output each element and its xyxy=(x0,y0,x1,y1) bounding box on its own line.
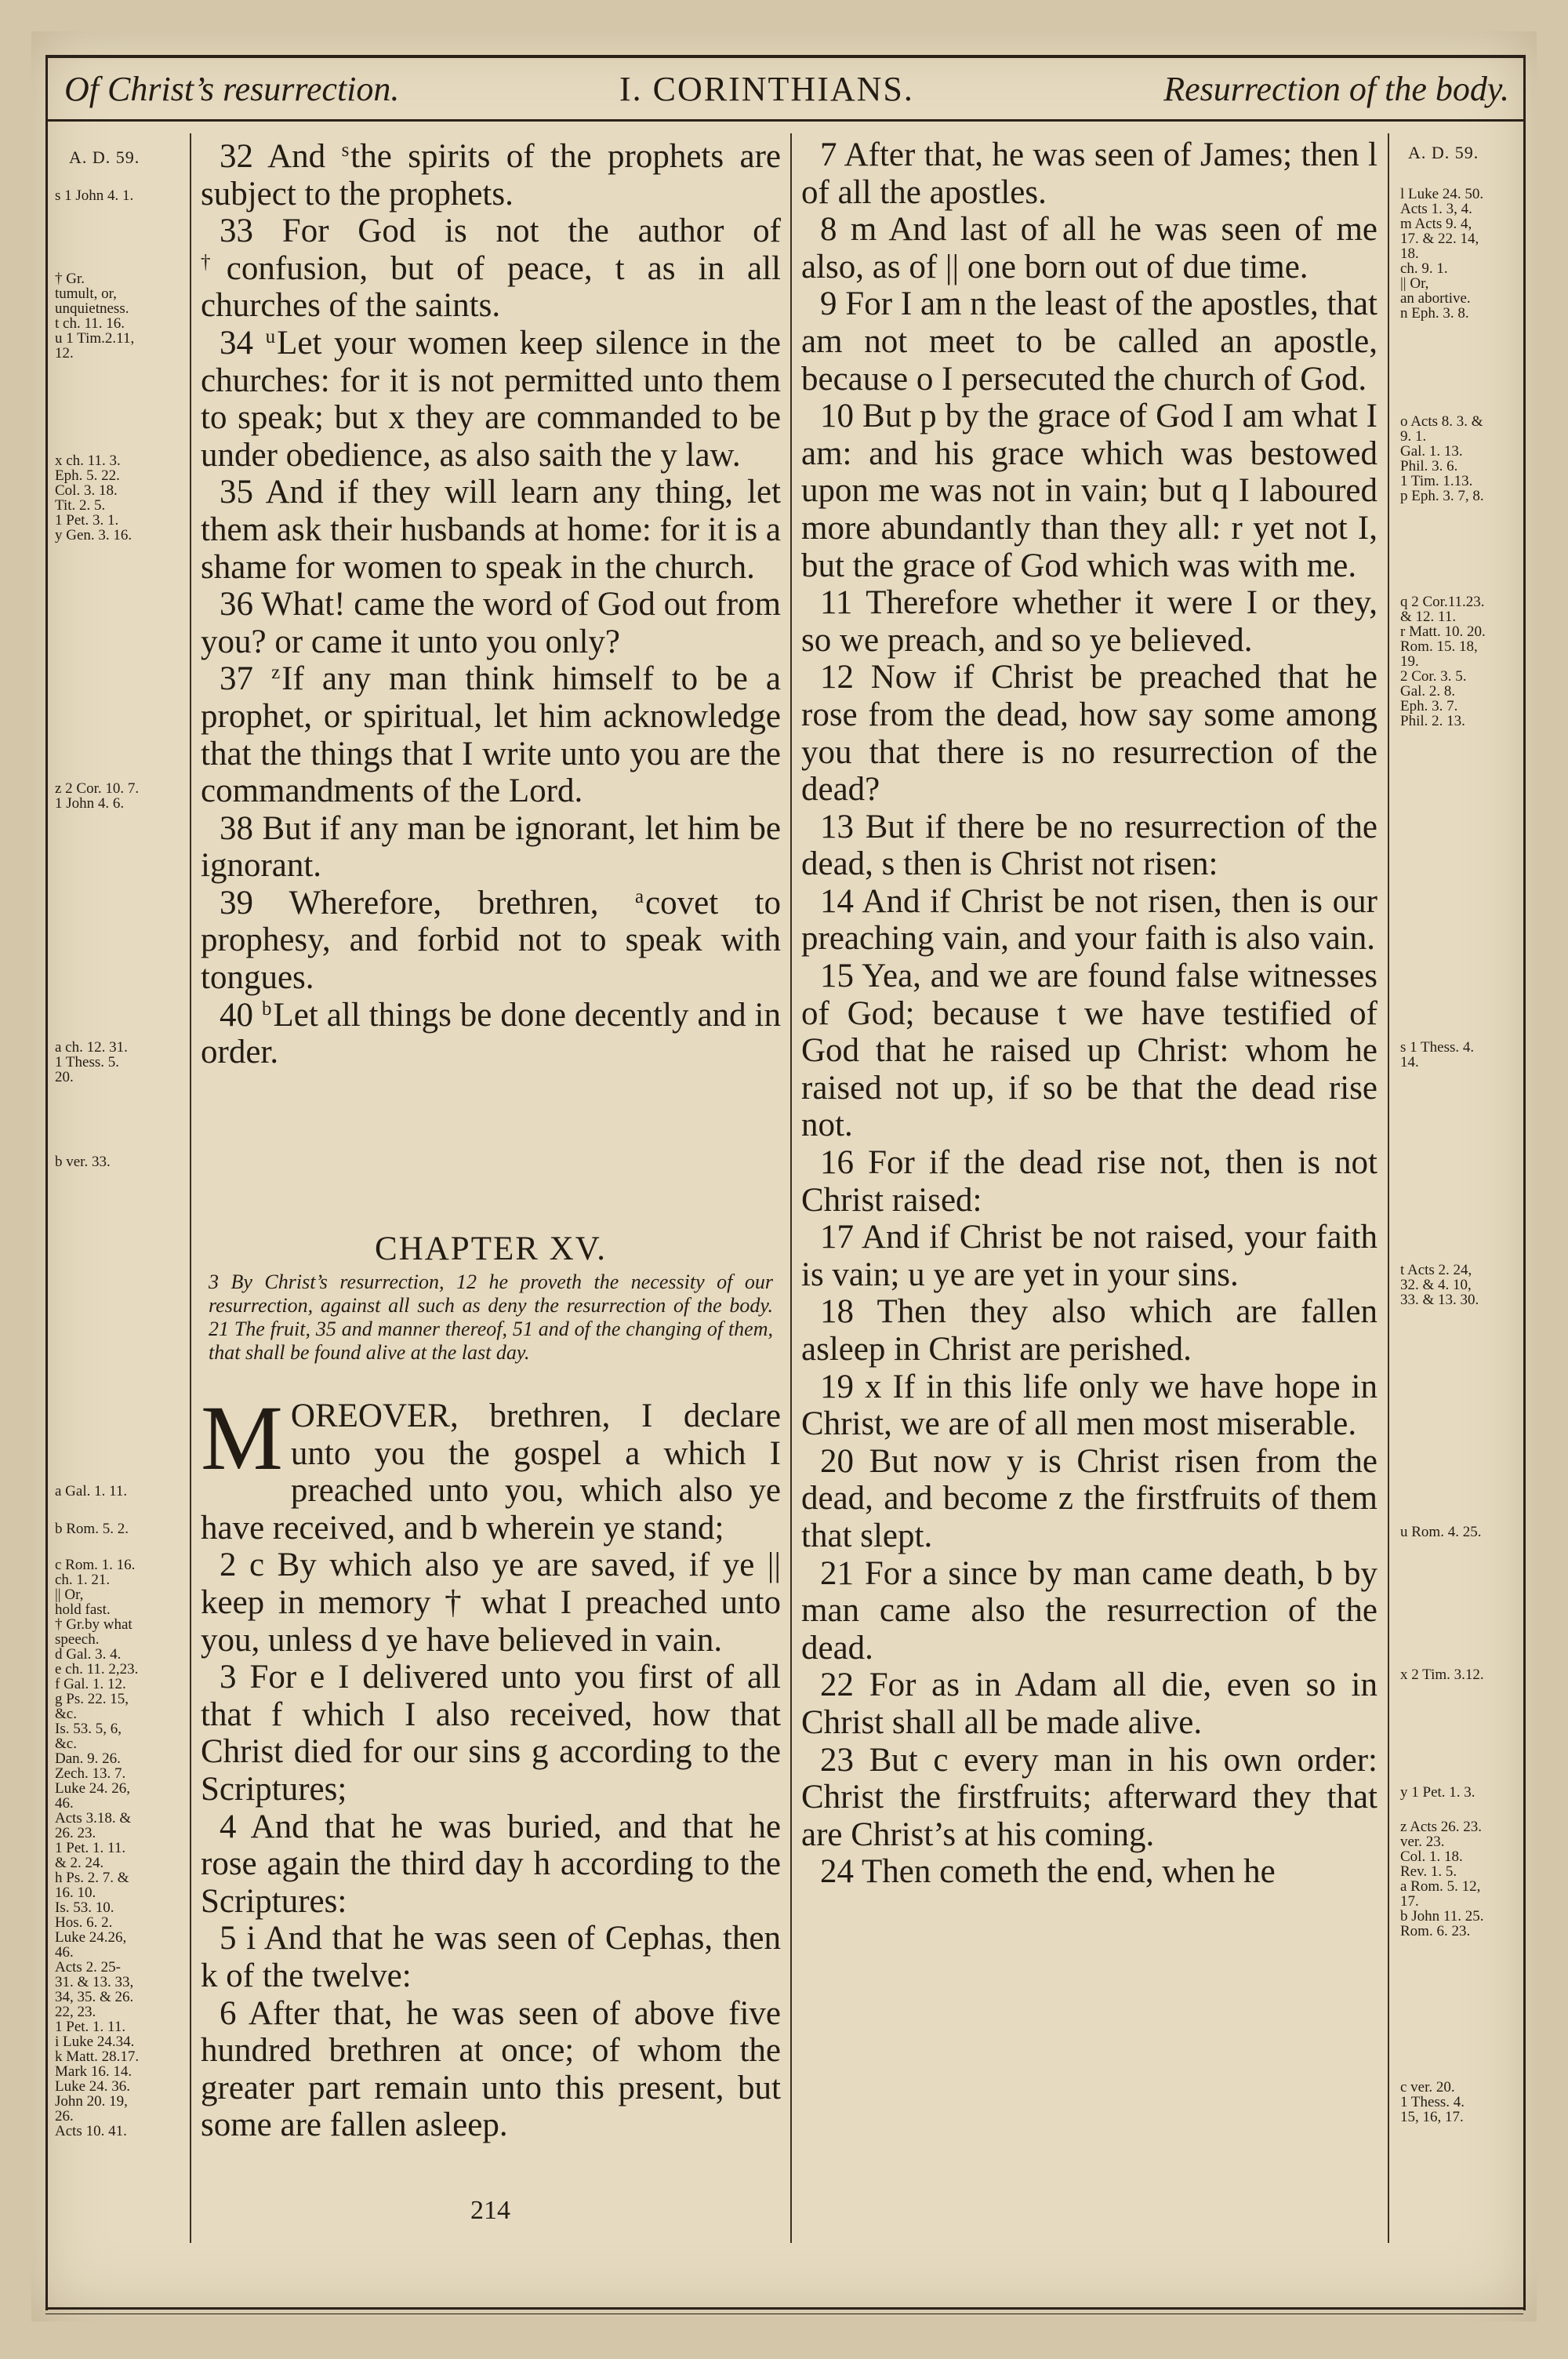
verse-number: 12 xyxy=(820,659,854,696)
reference-mark: u xyxy=(265,325,276,347)
verse: 32 And $^s$the spirits of the prophets are subject to the prophets. xyxy=(201,138,782,213)
verse-number: 2 xyxy=(220,1547,237,1584)
left-year: A. D. 59. xyxy=(69,147,140,167)
verse-number: 15 xyxy=(820,958,854,995)
verse: 10 But p by the grace of God I am what I am: and his grace which was bestowed upon me was not in vain; but q I laboured more abundantly than they all: r yet not I, but the grace of God which was with me. xyxy=(801,398,1377,584)
left-ref: † Gr. tumult, or, unquietness. t ch. 11. 16. u 1 Tim.2.11, 12. xyxy=(55,271,135,362)
header-rule xyxy=(45,119,1523,122)
verse-number: 10 xyxy=(820,398,854,435)
verse: 12 Now if Christ be preached that he rose from the dead, how say some among you that there is no resurrection of the dead? xyxy=(801,659,1378,809)
verse-number: 18 xyxy=(820,1293,854,1331)
verse-number: 8 xyxy=(820,211,837,249)
running-head-book: I. CORINTHIANS. xyxy=(619,70,914,108)
verse-number: 38 xyxy=(220,809,253,847)
column-right xyxy=(801,136,1377,1891)
top-rule xyxy=(45,55,1523,58)
verse: 23 But c every man in his own order: Christ the firstfruits; afterward they that are Christ’s at his coming. xyxy=(801,1741,1378,1853)
verse: 17 And if Christ be not raised, your faith is vain; u ye are yet in your sins. xyxy=(801,1219,1377,1293)
right-ref: c ver. 20. 1 Thess. 4. 15, 16, 17. xyxy=(1400,2079,1465,2125)
right-margin-divider xyxy=(1388,133,1389,2243)
chapter-summary: 3 By Christ’s resurrection, 12 he proveth the necessity of our resurrection, against all such as deny the resurrection of the body. 21 The fruit, 35 and manner thereof, 51 and of the changing of them, that shall be found alive at the last day. xyxy=(209,1270,773,1364)
verse: 33 For God is not the author of †confusion, but of peace, t as in all churches of the saints. xyxy=(201,213,782,325)
verse: 8 m And last of all he was seen of me also, as of || one born out of due time. xyxy=(801,211,1378,285)
left-ref: a Gal. 1. 11. xyxy=(55,1483,128,1499)
verse-number: 14 xyxy=(820,882,854,920)
verse-number: 9 xyxy=(820,285,837,323)
verse-number: 24 xyxy=(820,1853,854,1891)
verse-number: 3 xyxy=(220,1659,237,1696)
right-ref: o Acts 8. 3. & 9. 1. Gal. 1. 13. Phil. 3. 6. 1 Tim. 1.13. p Eph. 3. 7, 8. xyxy=(1400,413,1484,504)
verse-number: 33 xyxy=(220,213,253,250)
verse-number: 11 xyxy=(820,584,853,622)
verse: 19 x If in this life only we have hope in Christ, we are of all men most miserable. xyxy=(801,1368,1377,1443)
verse-number: 16 xyxy=(820,1144,854,1182)
drop-cap: M xyxy=(201,1387,283,1489)
verse-number: 40 xyxy=(220,996,253,1034)
verse-number: 22 xyxy=(820,1667,854,1704)
chapter-heading: CHAPTER XV. xyxy=(375,1230,607,1267)
verse: 22 For as in Adam all die, even so in Christ shall all be made alive. xyxy=(801,1667,1377,1741)
verse: 20 But now y is Christ risen from the dead, and become z the firstfruits of them that slept. xyxy=(801,1442,1377,1554)
verse: 18 Then they also which are fallen asleep in Christ are perished. xyxy=(801,1293,1377,1368)
verse: 36 What! came the word of God out from you? or came it unto you only? xyxy=(201,586,781,660)
verse-number: 19 xyxy=(820,1368,854,1405)
verse: 7 After that, he was seen of James; then l of all the apostles. xyxy=(801,136,1377,211)
right-ref: z Acts 26. 23. ver. 23. Col. 1. 18. Rev. 1. 5. a Rom. 5. 12, 17. b John 11. 25. Rom. 6. 23. xyxy=(1400,1819,1484,1939)
right-ref: y 1 Pet. 1. 3. xyxy=(1400,1784,1475,1801)
verse-number: 6 xyxy=(220,1994,237,2032)
verse: 2 c By which also ye are saved, if ye || keep in memory † what I preached unto you, unless d ye have believed in vain. xyxy=(201,1547,782,1659)
left-ref: b Rom. 5. 2. xyxy=(55,1521,129,1537)
verse: 35 And if they will learn any thing, let them ask their husbands at home: for it is a shame for women to speak in the church. xyxy=(201,474,781,586)
verse-number: 4 xyxy=(220,1808,237,1845)
verse-number: 21 xyxy=(820,1554,854,1592)
verse-number: 17 xyxy=(820,1219,854,1256)
verse-number: 34 xyxy=(220,324,253,362)
right-ref: t Acts 2. 24, 32. & 4. 10, 33. & 13. 30. xyxy=(1400,1262,1479,1308)
verse-number: 5 xyxy=(220,1920,237,1957)
verse: 24 Then cometh the end, when he xyxy=(820,1853,1276,1891)
right-ref: l Luke 24. 50. Acts 1. 3, 4. m Acts 9. 4, 17. & 22. 14, 18. ch. 9. 1. || Or, an abortive. n Eph. 3. 8. xyxy=(1400,186,1484,322)
page-number: 214 xyxy=(470,2196,510,2225)
verse-number: 13 xyxy=(820,808,854,845)
verse-number: 37 xyxy=(220,660,253,698)
left-margin-divider xyxy=(190,133,191,2243)
verse: 13 But if there be no resurrection of the dead, s then is Christ not risen: xyxy=(801,808,1378,883)
verse: 9 For I am n the least of the apostles, that am not meet to be called an apostle, because o I persecuted the church of God. xyxy=(801,285,1377,398)
reference-mark: † xyxy=(201,251,225,273)
running-head-left: Of Christ’s resurrection. xyxy=(64,70,400,108)
left-ref: s 1 John 4. 1. xyxy=(55,187,134,204)
left-ref: x ch. 11. 3. Eph. 5. 22. Col. 3. 18. Tit. 2. 5. 1 Pet. 3. 1. y Gen. 3. 16. xyxy=(55,453,132,543)
verse-number: 39 xyxy=(220,884,253,921)
verse: 21 For a since by man came death, b by man came also the resurrection of the dead. xyxy=(801,1554,1377,1667)
verse: 15 Yea, and we are found false witnesses of God; because t we have testified of God that he raised up Christ: whom he raised not up, if so be that the dead rise not. xyxy=(801,958,1377,1144)
verse: 34 $^u$Let your women keep silence in the churches: for it is not permitted unto them to speak; but x they are commanded to be under obedience, as also saith the y law. xyxy=(201,324,781,474)
right-ref: x 2 Tim. 3.12. xyxy=(1400,1667,1484,1683)
verse: 11 Therefore whether it were I or they, so we preach, and so ye believed. xyxy=(801,584,1377,659)
right-ref: q 2 Cor.11.23. & 12. 11. r Matt. 10. 20. Rom. 15. 18, 19. 2 Cor. 3. 5. Gal. 2. 8. Eph. 3. 7. Phil. 2. 13. xyxy=(1400,594,1486,729)
column-left-lower xyxy=(201,1387,782,2144)
right-ref: u Rom. 4. 25. xyxy=(1400,1524,1482,1540)
left-ref: z 2 Cor. 10. 7. 1 John 4. 6. xyxy=(55,780,140,812)
verse-number: 32 xyxy=(220,138,253,175)
verse: MOREOVER, brethren, I declare unto you the gospel a which I preached unto you, which also ye have received, and b wherein ye stand; xyxy=(201,1387,781,1547)
left-ref: c Rom. 1. 16. ch. 1. 21. || Or, hold fast. † Gr.by what speech. d Gal. 3. 4. e ch. 11. 2,23. f Gal. 1. 12. g Ps. 22. 15, &c. Is. 53. 5, 6, &c. Dan. 9. 26. Zech. 13. 7. Luke 24. 26, 46. Acts 3.18. & 26. 23. 1 Pet. 1. 11. & 2. 24. h Ps. 2. 7. & 16. 10. Is. 53. 10. Hos. 6. 2. Luke 24.26, 46. Acts 2. 25- 31. & 13. 33, 34, 35. & 26. 22, 23. 1 Pet. 1. 11. i Luke 24.34. k Matt. 28.17. Mark 16. 14. Luke 24. 36. John 20. 19, 26. Acts 10. 41. xyxy=(55,1557,140,2139)
reference-mark: s xyxy=(341,140,350,161)
reference-mark: b xyxy=(261,998,272,1020)
verse-number: 23 xyxy=(820,1741,854,1779)
verse: 5 i And that he was seen of Cephas, then k of the twelve: xyxy=(201,1920,782,1994)
verse: 3 For e I delivered unto you first of all that f which I also received, how that Christ died for our sins g according to the Scriptures; xyxy=(201,1659,782,1808)
verse: 6 After that, he was seen of above five hundred brethren at once; of whom the greater part remain unto this present, but some are fallen asleep. xyxy=(201,1994,781,2144)
verse: 40 $^b$Let all things be done decently and in order. xyxy=(201,996,781,1071)
right-ref: s 1 Thess. 4. 14. xyxy=(1400,1039,1475,1070)
reference-mark: a xyxy=(634,885,644,907)
left-ref: b ver. 33. xyxy=(55,1154,111,1170)
verse: 37 $^z$If any man think himself to be a prophet, or spiritual, let him acknowledge that the things that I write unto you are the commandments of the Lord. xyxy=(201,660,782,810)
verse-number: 36 xyxy=(220,586,253,623)
verse: 4 And that he was buried, and that he rose again the third day h according to the Scriptures: xyxy=(201,1808,781,1920)
bottom-rule xyxy=(45,2307,1523,2310)
reference-mark: z xyxy=(271,662,281,684)
verse-number: 35 xyxy=(220,474,253,511)
verse: 38 But if any man be ignorant, let him be ignorant. xyxy=(201,809,782,885)
verse: 16 For if the dead rise not, then is not Christ raised: xyxy=(801,1144,1377,1219)
verse-number: 7 xyxy=(820,136,837,173)
running-head-right: Resurrection of the body. xyxy=(1163,70,1509,108)
right-year: A. D. 59. xyxy=(1408,143,1479,162)
column-divider xyxy=(790,133,792,2243)
column-left-upper xyxy=(201,138,781,1071)
verse: 39 Wherefore, brethren, $^a$covet to prophesy, and forbid not to speak with tongues. xyxy=(201,884,781,997)
left-ref: a ch. 12. 31. 1 Thess. 5. 20. xyxy=(55,1039,128,1085)
verse: 14 And if Christ be not risen, then is our preaching vain, and your faith is also vain. xyxy=(801,882,1377,958)
verse-number: 20 xyxy=(820,1442,854,1480)
